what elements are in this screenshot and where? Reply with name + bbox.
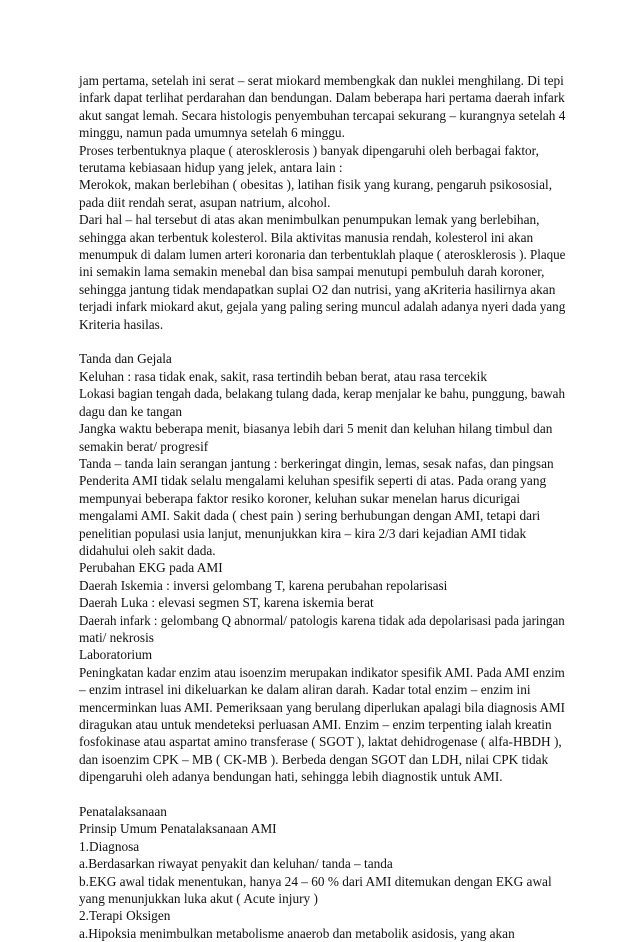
paragraph bbox=[79, 873, 565, 908]
text-line: Penderita AMI tidak selalu mengalami keluhan spesifik seperti di atas. Pada orang yang bbox=[79, 473, 547, 489]
text-line: a.Hipoksia menimbulkan metabolisme anaerob dan metabolik asidosis, yang akan bbox=[79, 925, 515, 941]
text-line: Perubahan EKG pada AMI bbox=[79, 560, 223, 576]
text-line: 1.Diagnosa bbox=[79, 838, 140, 854]
text-line: menumpuk di dalam lumen arteri koronaria dan terbentuklah plaque ( aterosklerosis ). Plaque bbox=[79, 247, 566, 263]
text-line: dagu dan ke tangan bbox=[79, 403, 183, 419]
text-line: – enzim intrasel ini dikeluarkan ke dalam aliran darah. Kadar total enzim – enzim ini bbox=[79, 682, 531, 698]
paragraph-spacer bbox=[79, 333, 565, 350]
paragraph bbox=[79, 855, 565, 872]
text-line: Daerah infark : gelombang Q abnormal/ patologis karena tidak ada depolarisasi pada jaringan bbox=[79, 612, 565, 628]
paragraph-spacer bbox=[79, 786, 565, 803]
paragraph bbox=[79, 577, 565, 594]
text-line: terjadi infark miokard akut, gejala yang paling sering muncul adalah adanya nyeri dada yang bbox=[79, 299, 566, 315]
paragraph bbox=[79, 420, 565, 455]
paragraph bbox=[79, 559, 565, 576]
paragraph bbox=[79, 142, 565, 177]
text-line: penelitian populasi usia lanjut, menunjukkan kira – kira 2/3 dari kejadian AMI tidak bbox=[79, 525, 527, 541]
paragraph bbox=[79, 646, 565, 663]
paragraph bbox=[79, 472, 565, 559]
text-line: jam pertama, setelah ini serat – serat miokard membengkak dan nuklei menghilang. Di tepi bbox=[79, 73, 564, 88]
text-line: sehingga akan terbentuk kolesterol. Bila aktivitas manusia rendah, kolesterol ini akan bbox=[79, 229, 534, 245]
paragraph bbox=[79, 838, 565, 855]
text-line: Peningkatan kadar enzim atau isoenzim merupakan indikator spesifik AMI. Pada AMI enzim bbox=[79, 664, 565, 680]
paragraph bbox=[79, 350, 565, 367]
text-line: mencerminkan luas AMI. Pemeriksaan yang berulang diperlukan apalagi bila diagnosis AMI bbox=[79, 699, 565, 715]
paragraph bbox=[79, 925, 565, 942]
paragraph bbox=[79, 368, 565, 385]
paragraph bbox=[79, 455, 565, 472]
text-line: dipengaruhi oleh adanya bendungan hati, sehingga lebih diagnostik untuk AMI. bbox=[79, 769, 503, 785]
paragraph bbox=[79, 803, 565, 820]
paragraph bbox=[79, 907, 565, 924]
text-line: sehingga jantung tidak mendapatkan suplai O2 dan nutrisi, yang aKriteria hasilirnya akan bbox=[79, 281, 556, 297]
text-line: Daerah Luka : elevasi segmen ST, karena iskemia berat bbox=[79, 595, 374, 611]
paragraph bbox=[79, 612, 565, 647]
text-line: mati/ nekrosis bbox=[79, 629, 154, 645]
text-line: Laboratorium bbox=[79, 647, 153, 663]
text-line: mempunyai beberapa faktor resiko koroner, keluhan sukar menelan harus dicurigai bbox=[79, 490, 521, 506]
text-line: minggu, namun pada umumnya setelah 6 minggu. bbox=[79, 125, 345, 141]
text-line: Penatalaksanaan bbox=[79, 804, 167, 820]
paragraph bbox=[79, 594, 565, 611]
text-line: Lokasi bagian tengah dada, belakang tulang dada, kerap menjalar ke bahu, punggung, bawah bbox=[79, 386, 566, 402]
text-line: ini semakin lama semakin menebal dan bisa sampai menutupi pembuluh darah koroner, bbox=[79, 264, 545, 280]
text-line: yang menunjukkan luka akut ( Acute injury ) bbox=[79, 891, 318, 907]
text-line: akut sangat lemah. Secara histologis penyembuhan tercapai sekurang – kurangnya setelah 4 bbox=[79, 107, 566, 123]
paragraph bbox=[79, 176, 565, 211]
text-line: dan isoenzim CPK – MB ( CK-MB ). Berbeda dengan SGOT dan LDH, nilai CPK tidak bbox=[79, 751, 549, 767]
text-line: Tanda dan Gejala bbox=[79, 351, 172, 367]
document-page bbox=[79, 72, 565, 942]
paragraph bbox=[79, 385, 565, 420]
text-line: pada diit rendah serat, asupan natrium, alcohol. bbox=[79, 194, 331, 210]
paragraph bbox=[79, 664, 565, 786]
paragraph bbox=[79, 211, 565, 333]
text-line: Kriteria hasilas. bbox=[79, 316, 164, 332]
text-line: a.Berdasarkan riwayat penyakit dan keluhan/ tanda – tanda bbox=[79, 856, 393, 872]
text-line: b.EKG awal tidak menentukan, hanya 24 – 60 % dari AMI ditemukan dengan EKG awal bbox=[79, 873, 552, 889]
text-line: Proses terbentuknya plaque ( aterosklerosis ) banyak dipengaruhi oleh berbagai faktor, bbox=[79, 142, 539, 158]
text-line: terutama kebiasaan hidup yang jelek, antara lain : bbox=[79, 160, 343, 176]
text-line: Daerah Iskemia : inversi gelombang T, karena perubahan repolarisasi bbox=[79, 577, 448, 593]
paragraph bbox=[79, 72, 565, 142]
text-line: Merokok, makan berlebihan ( obesitas ), latihan fisik yang kurang, pengaruh psikososial, bbox=[79, 177, 553, 193]
text-line: Keluhan : rasa tidak enak, sakit, rasa tertindih beban berat, atau rasa tercekik bbox=[79, 368, 487, 384]
text-line: fosfokinase atau aspartat amino transferase ( SGOT ), laktat dehidrogenase ( alfa-HBDH ), bbox=[79, 734, 562, 750]
text-line: 2.Terapi Oksigen bbox=[79, 908, 171, 924]
text-line: Jangka waktu beberapa menit, biasanya lebih dari 5 menit dan keluhan hilang timbul dan bbox=[79, 421, 553, 437]
text-line: infark dapat terlihat perdarahan dan bendungan. Dalam beberapa hari pertama daerah infark bbox=[79, 90, 565, 106]
text-line: mengalami AMI. Sakit dada ( chest pain ) sering berhubungan dengan AMI, tetapi dari bbox=[79, 508, 541, 524]
paragraph bbox=[79, 820, 565, 837]
text-line: Prinsip Umum Penatalaksanaan AMI bbox=[79, 821, 277, 837]
text-line: semakin berat/ progresif bbox=[79, 438, 209, 454]
text-line: Dari hal – hal tersebut di atas akan menimbulkan penumpukan lemak yang berlebihan, bbox=[79, 212, 540, 228]
text-line: diragukan atau untuk mendeteksi perluasan AMI. Enzim – enzim terpenting ialah kreatin bbox=[79, 717, 552, 733]
text-line: Tanda – tanda lain serangan jantung : berkeringat dingin, lemas, sesak nafas, dan pingsan bbox=[79, 455, 554, 471]
text-line: didahului oleh sakit dada. bbox=[79, 542, 216, 558]
